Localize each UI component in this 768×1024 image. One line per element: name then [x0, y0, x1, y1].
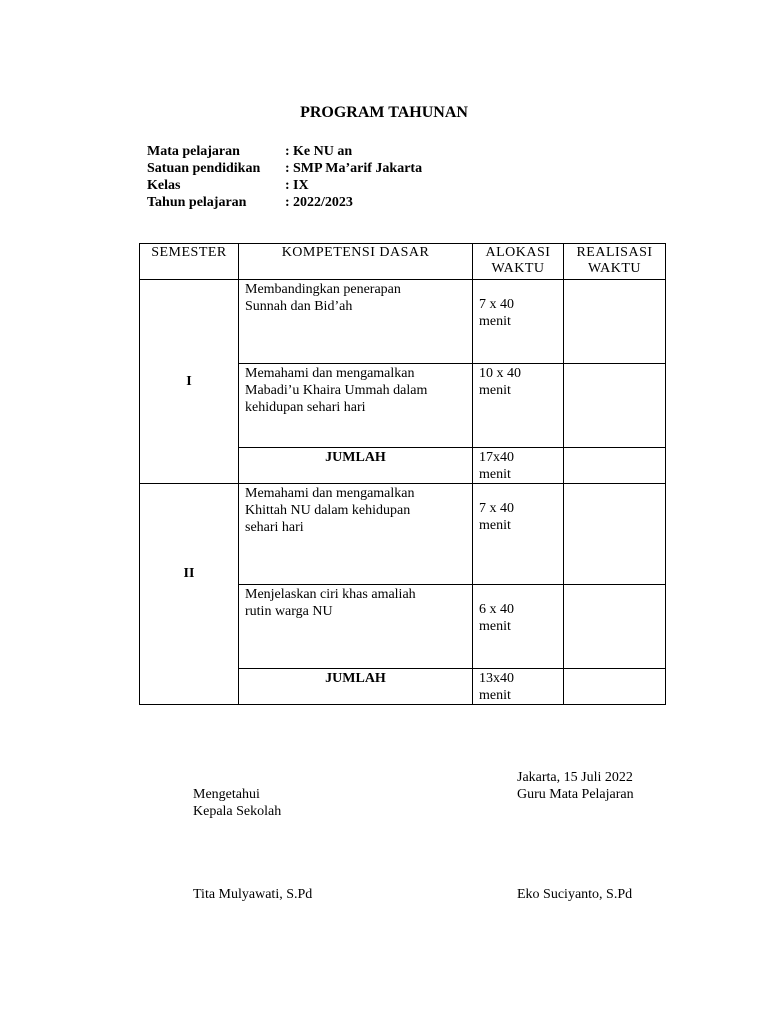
- meta-label: Tahun pelajaran: [147, 195, 247, 210]
- meta-value: SMP Ma’arif Jakarta: [293, 161, 423, 176]
- semester-label: I: [186, 373, 192, 389]
- semester-cell: [140, 484, 239, 705]
- meta-value: Ke NU an: [293, 144, 353, 159]
- right-signatory-name: Eko Suciyanto, S.Pd: [517, 887, 633, 902]
- kompetensi-cell: Membandingkan penerapan Sunnah dan Bid’ah: [239, 280, 473, 364]
- realisasi-cell: [564, 448, 666, 484]
- right-role: Guru Mata Pelajaran: [517, 787, 634, 802]
- kompetensi-cell: Memahami dan mengamalkan Mabadi’u Khaira Ummah dalam kehidupan sehari hari: [239, 364, 473, 448]
- meta-row-satuan-pendidikan: [147, 160, 422, 177]
- program-table: [139, 243, 666, 705]
- meta-value: 2022/2023: [293, 195, 353, 210]
- left-role-2: Kepala Sekolah: [193, 804, 282, 819]
- table-header-row: [140, 244, 666, 280]
- meta-label: Mata pelajaran: [147, 144, 240, 159]
- meta-separator: :: [285, 161, 290, 176]
- alokasi-cell: 6 x 40 menit: [473, 585, 564, 669]
- realisasi-cell: [564, 364, 666, 448]
- kompetensi-cell: Memahami dan mengamalkan Khittah NU dalam kehidupan sehari hari: [239, 484, 473, 585]
- jumlah-alokasi-cell: 13x40 menit: [473, 669, 564, 705]
- meta-separator: :: [285, 144, 290, 159]
- header-semester: SEMESTER: [140, 244, 239, 280]
- place-date: Jakarta, 15 Juli 2022: [517, 770, 633, 785]
- jumlah-label-cell: JUMLAH: [239, 669, 473, 705]
- header-realisasi-waktu: REALISASI WAKTU: [564, 244, 666, 280]
- realisasi-cell: [564, 585, 666, 669]
- header-kompetensi-dasar: KOMPETENSI DASAR: [239, 244, 473, 280]
- table-row: [140, 280, 666, 364]
- semester-cell: [140, 280, 239, 484]
- semester-label: II: [183, 566, 195, 581]
- table-row: [140, 484, 666, 585]
- meta-row-kelas: [147, 177, 422, 194]
- jumlah-alokasi-cell: 17x40 menit: [473, 448, 564, 484]
- left-signatory-name: Tita Mulyawati, S.Pd: [193, 887, 313, 902]
- meta-separator: :: [285, 178, 290, 193]
- alokasi-cell: 7 x 40 menit: [473, 484, 564, 585]
- realisasi-cell: [564, 484, 666, 585]
- jumlah-label-cell: JUMLAH: [239, 448, 473, 484]
- meta-label: Satuan pendidikan: [147, 161, 261, 176]
- left-role-1: Mengetahui: [193, 787, 260, 802]
- kompetensi-cell: Menjelaskan ciri khas amaliah rutin warga NU: [239, 585, 473, 669]
- meta-block: [147, 143, 422, 211]
- realisasi-cell: [564, 280, 666, 364]
- meta-row-tahun-pelajaran: [147, 194, 422, 211]
- meta-row-mata-pelajaran: [147, 143, 422, 160]
- header-alokasi-waktu: ALOKASI WAKTU: [473, 244, 564, 280]
- alokasi-cell: 10 x 40 menit: [473, 364, 564, 448]
- alokasi-cell: 7 x 40 menit: [473, 280, 564, 364]
- meta-separator: :: [285, 195, 290, 210]
- page-title: PROGRAM TAHUNAN: [300, 104, 468, 121]
- meta-label: Kelas: [147, 178, 181, 193]
- realisasi-cell: [564, 669, 666, 705]
- meta-value: IX: [293, 178, 309, 193]
